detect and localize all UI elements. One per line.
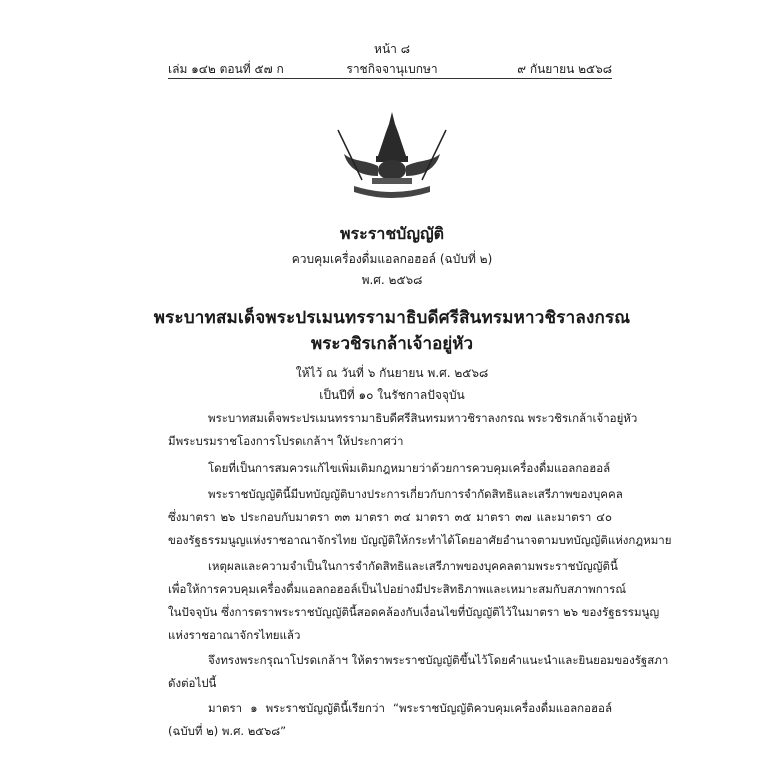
king-name-line1: พระบาทสมเด็จพระปรเมนทรรามาธิบดีศรีสินทรมหาวชิราลงกรณ xyxy=(153,308,631,328)
given-date: ให้ไว้ ณ วันที่ ๖ กันยายน พ.ศ. ๒๕๖๘ xyxy=(295,366,489,380)
body-line: โดยที่เป็นการสมควรแก้ไขเพิ่มเติมกฎหมายว่าด้วยการควบคุมเครื่องดื่มแอลกอฮอล์ xyxy=(208,461,611,475)
gazette-header xyxy=(0,60,784,76)
body-line: ดังต่อไปนี้ xyxy=(168,676,217,690)
gazette-date: ๙ กันยายน ๒๕๖๘ xyxy=(517,62,612,76)
body-line: มาตรา ๑ พระราชบัญญัตินี้เรียกว่า “พระราชบัญญัติควบคุมเครื่องดื่มแอลกอฮอล์ xyxy=(208,701,612,715)
reign-year: เป็นปีที่ ๑๐ ในรัชกาลปัจจุบัน xyxy=(319,388,465,402)
body-line: ซึ่งมาตรา ๒๖ ประกอบกับมาตรา ๓๓ มาตรา ๓๔ มาตรา ๓๕ มาตรา ๓๗ และมาตรา ๔๐ xyxy=(168,510,612,524)
body-line: แห่งราชอาณาจักรไทยแล้ว xyxy=(168,628,301,642)
volume-issue: เล่ม ๑๔๒ ตอนที่ ๕๗ ก xyxy=(168,62,284,76)
act-title: พระราชบัญญัติ xyxy=(340,224,444,243)
body-line: เพื่อให้การควบคุมเครื่องดื่มแอลกอฮอล์เป็นไปอย่างมีประสิทธิภาพและเหมาะสมกับสภาพการณ์ xyxy=(168,582,627,596)
body-line: (ฉบับที่ ๒) พ.ศ. ๒๕๖๘” xyxy=(168,724,287,738)
body-line: มีพระบรมราชโองการโปรดเกล้าฯ ให้ประกาศว่า xyxy=(168,434,404,448)
act-year: พ.ศ. ๒๕๖๘ xyxy=(361,273,423,287)
header-rule xyxy=(168,78,612,79)
body-line: พระราชบัญญัตินี้มีบทบัญญัติบางประการเกี่ยวกับการจำกัดสิทธิและเสรีภาพของบุคคล xyxy=(208,487,623,501)
body-line: ของรัฐธรรมนูญแห่งราชอาณาจักรไทย บัญญัติให้กระทำได้โดยอาศัยอำนาจตามบทบัญญัติแห่งกฎหมาย xyxy=(168,533,672,547)
body-line: ในปัจจุบัน ซึ่งการตราพระราชบัญญัตินี้สอดคล้องกับเงื่อนไขที่บัญญัติไว้ในมาตรา ๒๖ ของรัฐธรรมนูญ xyxy=(168,605,660,619)
body-line: จึงทรงพระกรุณาโปรดเกล้าฯ ให้ตราพระราชบัญญัติขึ้นไว้โดยคำแนะนำและยินยอมของรัฐสภา xyxy=(208,653,669,667)
body-line: เหตุผลและความจำเป็นในการจำกัดสิทธิและเสรีภาพของบุคคลตามพระราชบัญญัตินี้ xyxy=(208,559,618,573)
gazette-name: ราชกิจจานุเบกษา xyxy=(346,62,438,76)
king-name-line2: พระวชิรเกล้าเจ้าอยู่หัว xyxy=(311,334,473,354)
body-line: พระบาทสมเด็จพระปรเมนทรรามาธิบดีศรีสินทรมหาวชิราลงกรณ พระวชิรเกล้าเจ้าอยู่หัว xyxy=(208,411,638,425)
page-number: หน้า ๘ xyxy=(374,42,410,56)
garuda-emblem-icon xyxy=(332,110,452,200)
act-subtitle: ควบคุมเครื่องดื่มแอลกอฮอล์ (ฉบับที่ ๒) xyxy=(291,252,493,266)
